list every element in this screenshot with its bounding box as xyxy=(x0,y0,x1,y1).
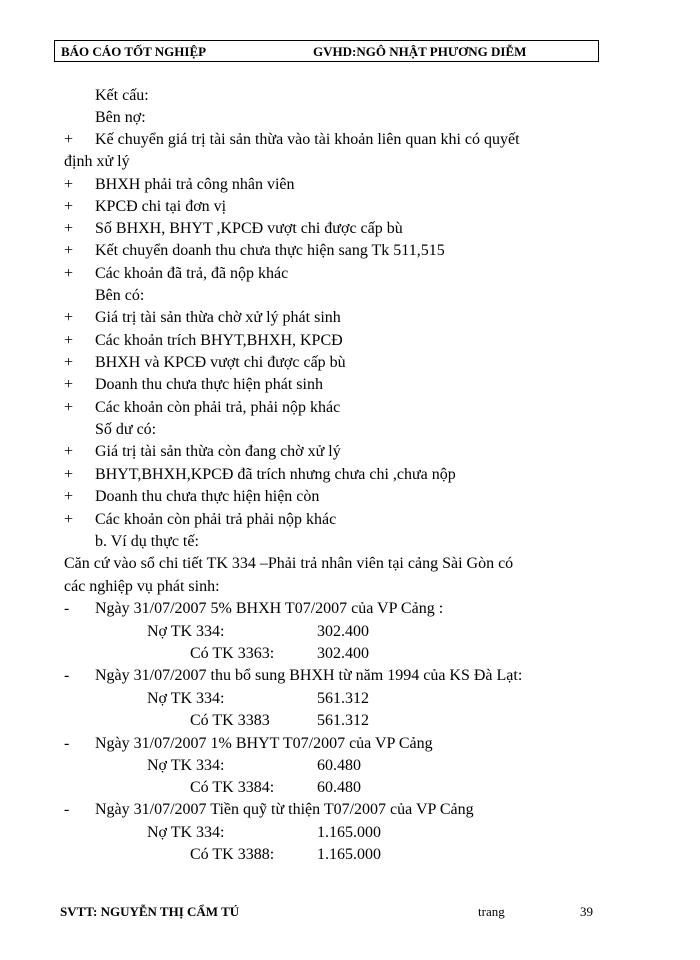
debit-label: Nợ TK 334: xyxy=(147,623,225,640)
bullet-marker: + xyxy=(64,354,74,371)
bullet-marker: + xyxy=(64,265,74,282)
bullet-marker: + xyxy=(64,332,74,349)
debit-amount: 60.480 xyxy=(317,757,361,774)
credit-label: Có TK 3363: xyxy=(190,645,275,662)
debit-amount: 302.400 xyxy=(317,623,369,640)
supervisor-name: GVHD:NGÔ NHẬT PHƯƠNG DIỄM xyxy=(313,44,527,59)
list-item: BHXH phải trả công nhân viên xyxy=(95,176,295,193)
debit-label: Nợ TK 334: xyxy=(147,824,225,841)
example-intro: Căn cứ vào sổ chi tiết TK 334 –Phải trả nhân viên tại cảng Sài Gòn có xyxy=(64,555,514,572)
bullet-marker: + xyxy=(64,399,74,416)
dash-marker: - xyxy=(64,801,70,818)
credit-amount: 60.480 xyxy=(317,779,361,796)
list-item: Kết chuyển doanh thu chưa thực hiện sang Tk 511,515 xyxy=(95,242,445,259)
section-heading-structure: Kết cấu: xyxy=(95,87,149,104)
bullet-marker: + xyxy=(64,309,74,326)
subheading-debit-side: Bên nợ: xyxy=(95,109,146,126)
bullet-marker: + xyxy=(64,176,74,193)
bullet-marker: + xyxy=(64,511,74,528)
report-title: BÁO CÁO TỐT NGHIỆP xyxy=(61,44,207,59)
section-heading-example: b. Ví dụ thực tế: xyxy=(95,533,199,550)
subheading-credit-balance: Số dư có: xyxy=(95,421,157,438)
page-header xyxy=(54,40,599,62)
footer-page-word: trang xyxy=(478,904,505,919)
credit-amount: 1.165.000 xyxy=(317,846,381,863)
list-item: Số BHXH, BHYT ,KPCĐ vượt chi được cấp bù xyxy=(95,220,403,237)
debit-label: Nợ TK 334: xyxy=(147,690,225,707)
entry-description: Ngày 31/07/2007 5% BHXH T07/2007 của VP Cảng : xyxy=(95,600,444,617)
bullet-marker: + xyxy=(64,443,74,460)
bullet-marker: + xyxy=(64,466,74,483)
entry-description: Ngày 31/07/2007 Tiền quỹ từ thiện T07/2007 của VP Cảng xyxy=(95,801,474,818)
list-item-continuation: định xử lý xyxy=(64,153,130,170)
debit-label: Nợ TK 334: xyxy=(147,757,225,774)
list-item: BHYT,BHXH,KPCĐ đã trích nhưng chưa chi ,chưa nộp xyxy=(95,466,456,483)
list-item: Kế chuyển giá trị tài sản thừa vào tài khoản liên quan khi có quyết xyxy=(95,131,520,148)
bullet-marker: + xyxy=(64,220,74,237)
credit-label: Có TK 3383 xyxy=(190,712,270,729)
entry-description: Ngày 31/07/2007 thu bổ sung BHXH từ năm 1994 của KS Đà Lạt: xyxy=(95,667,523,684)
debit-amount: 1.165.000 xyxy=(317,824,381,841)
list-item: Các khoản đã trả, đã nộp khác xyxy=(95,265,289,282)
credit-amount: 302.400 xyxy=(317,645,369,662)
credit-amount: 561.312 xyxy=(317,712,369,729)
list-item: Các khoản còn phải trả, phải nộp khác xyxy=(95,399,341,416)
dash-marker: - xyxy=(64,667,70,684)
list-item: Giá trị tài sản thừa còn đang chờ xử lý xyxy=(95,443,341,460)
bullet-marker: + xyxy=(64,488,74,505)
entry-description: Ngày 31/07/2007 1% BHYT T07/2007 của VP Cảng xyxy=(95,735,433,752)
dash-marker: - xyxy=(64,600,70,617)
list-item: Các khoản còn phải trả phải nộp khác xyxy=(95,511,337,528)
credit-label: Có TK 3388: xyxy=(190,846,275,863)
list-item: Doanh thu chưa thực hiện phát sinh xyxy=(95,376,323,393)
credit-label: Có TK 3384: xyxy=(190,779,275,796)
footer-page-number: 39 xyxy=(580,904,593,919)
bullet-marker: + xyxy=(64,131,74,148)
example-intro-continuation: các nghiệp vụ phát sinh: xyxy=(64,578,220,595)
subheading-credit-side: Bên có: xyxy=(95,287,145,304)
bullet-marker: + xyxy=(64,242,74,259)
list-item: KPCĐ chi tại đơn vị xyxy=(95,198,227,215)
footer-author: SVTT: NGUYỄN THỊ CẨM TÚ xyxy=(60,904,240,919)
debit-amount: 561.312 xyxy=(317,690,369,707)
list-item: Các khoản trích BHYT,BHXH, KPCĐ xyxy=(95,332,343,349)
list-item: BHXH và KPCĐ vượt chi được cấp bù xyxy=(95,354,346,371)
list-item: Doanh thu chưa thực hiện hiện còn xyxy=(95,488,320,505)
dash-marker: - xyxy=(64,735,70,752)
bullet-marker: + xyxy=(64,198,74,215)
list-item: Giá trị tài sản thừa chờ xử lý phát sinh xyxy=(95,309,341,326)
bullet-marker: + xyxy=(64,376,74,393)
